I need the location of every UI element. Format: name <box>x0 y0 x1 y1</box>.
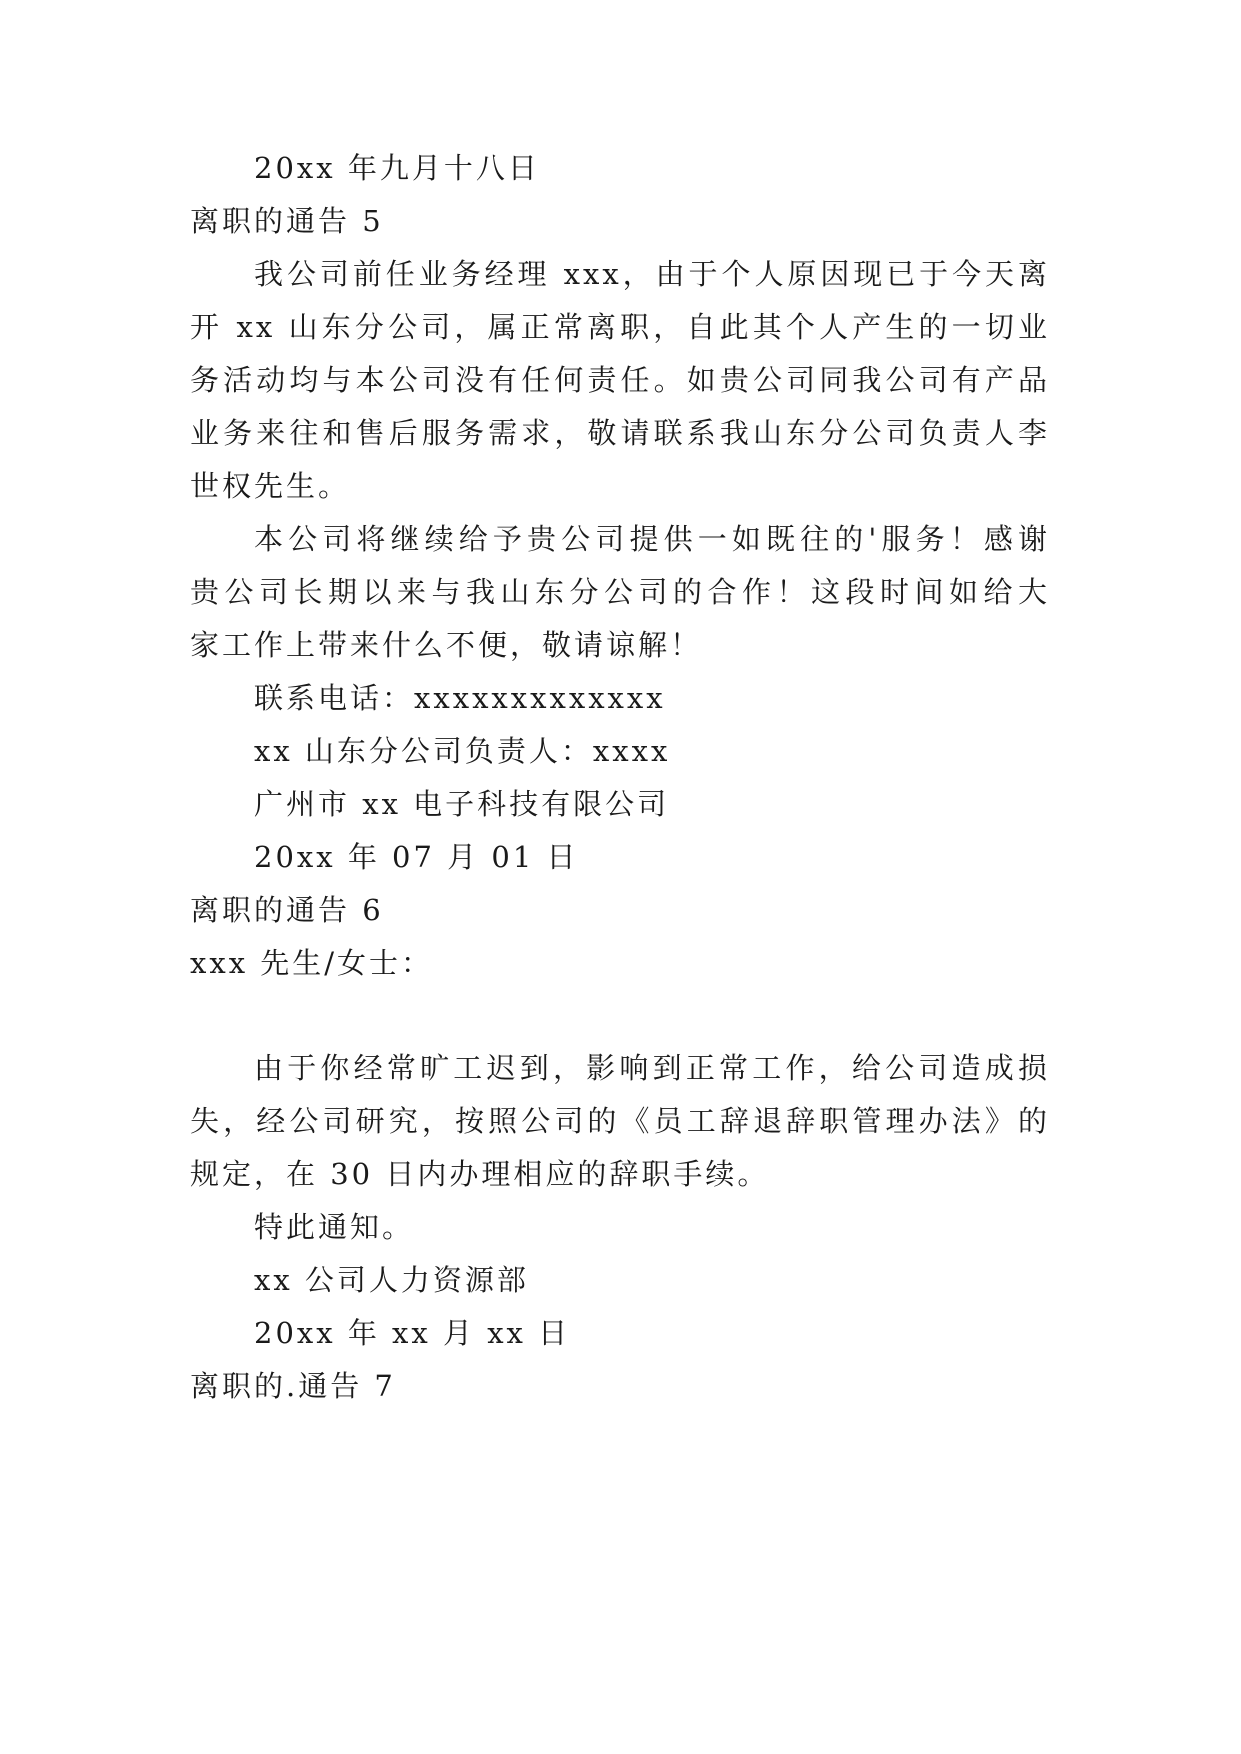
date-line-3: 20xx 年 xx 月 xx 日 <box>254 1316 571 1350</box>
paragraph-line: 失，经公司研究，按照公司的《员工辞退辞职管理办法》的 <box>190 1104 1050 1138</box>
notice-heading-6: 离职的通告 6 <box>190 893 384 927</box>
paragraph-line: 业务来往和售后服务需求，敬请联系我山东分公司负责人李 <box>190 416 1050 450</box>
date-line-1: 20xx 年九月十八日 <box>254 151 540 185</box>
paragraph-line: 贵公司长期以来与我山东分公司的合作！这段时间如给大 <box>190 575 1050 609</box>
notice-heading-7: 离职的.通告 7 <box>190 1369 396 1403</box>
company-name: 广州市 xx 电子科技有限公司 <box>254 787 670 821</box>
notice-heading-5: 离职的通告 5 <box>190 204 384 238</box>
paragraph-line: 家工作上带来什么不便，敬请谅解！ <box>190 628 703 662</box>
branch-manager: xx 山东分公司负责人：xxxx <box>254 734 671 768</box>
hr-department: xx 公司人力资源部 <box>254 1263 529 1297</box>
paragraph-line: 我公司前任业务经理 xxx，由于个人原因现已于今天离 <box>254 257 1050 291</box>
paragraph-line: 由于你经常旷工迟到，影响到正常工作，给公司造成损 <box>254 1051 1050 1085</box>
contact-phone: 联系电话：xxxxxxxxxxxxx <box>254 681 666 715</box>
paragraph-line: 开 xx 山东分公司，属正常离职，自此其个人产生的一切业 <box>190 310 1050 344</box>
paragraph-line: 本公司将继续给予贵公司提供一如既往的'服务！感谢 <box>254 522 1050 556</box>
salutation: xxx 先生/女士： <box>190 946 434 980</box>
paragraph-line: 规定，在 30 日内办理相应的辞职手续。 <box>190 1157 770 1191</box>
paragraph-line: 务活动均与本公司没有任何责任。如贵公司同我公司有产品 <box>190 363 1050 397</box>
paragraph-line: 世权先生。 <box>190 469 351 503</box>
notice-closing: 特此通知。 <box>254 1210 415 1244</box>
date-line-2: 20xx 年 07 月 01 日 <box>254 840 579 874</box>
